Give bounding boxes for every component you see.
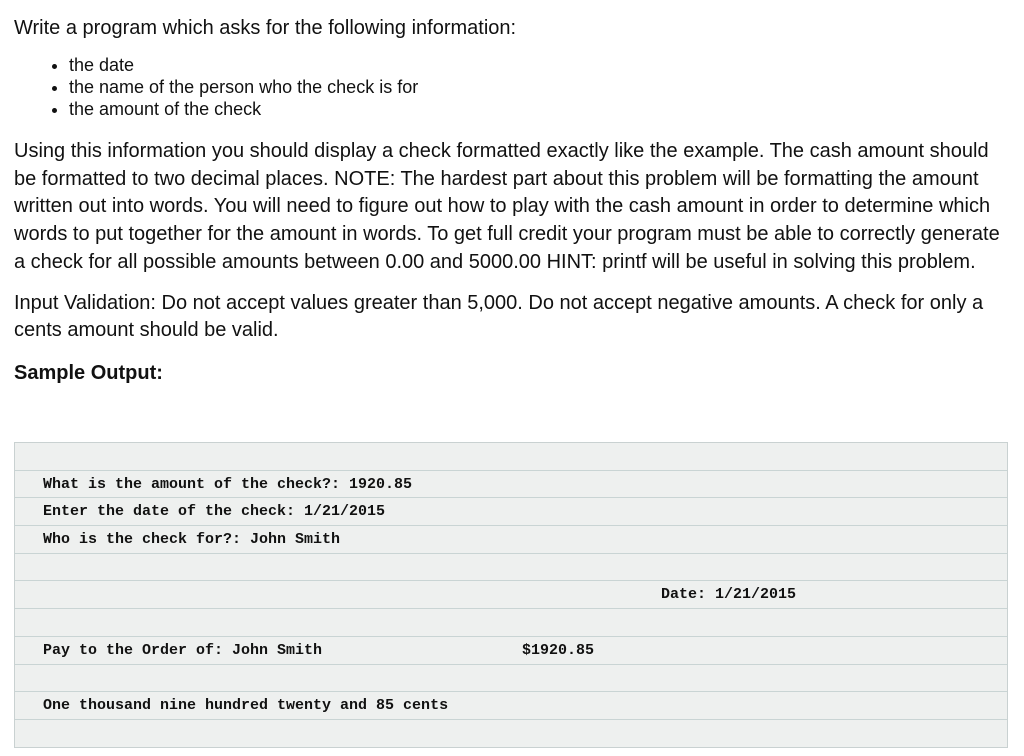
output-row	[15, 471, 1007, 499]
prompt-amount-line: What is the amount of the check?: 1920.85	[43, 475, 413, 493]
output-row-blank	[15, 609, 1007, 637]
amount-words-line: One thousand nine hundred twenty and 85 cents	[43, 697, 449, 715]
info-list	[14, 54, 1014, 120]
prompt-date-line: Enter the date of the check: 1/21/2015	[43, 503, 386, 521]
output-row	[15, 526, 1007, 554]
check-date-line: Date: 1/21/2015	[661, 586, 797, 604]
prompt-name-line: Who is the check for?: John Smith	[43, 531, 341, 549]
output-row	[15, 637, 1007, 665]
info-item-date: • the date	[69, 54, 1014, 76]
sample-output-heading: Sample Output:	[14, 361, 163, 384]
output-row	[15, 581, 1007, 609]
output-row-blank	[15, 720, 1007, 748]
instructions-paragraph: Using this information you should display a check formatted exactly like the example. The cash amount should be formatted to two decimal places. NOTE: The hardest part about this problem will be formatting the amount written out into words. You will need to figure out how to play with the cash amount in order to determine which words to put together for the amount in words. To get full credit your program must be able to correctly generate a check for all possible amounts between 0.00 and 5000.00 HINT: printf will be useful in solving this problem.	[14, 140, 1000, 273]
output-row-blank	[15, 443, 1007, 471]
amount-figure: $1920.85	[522, 641, 595, 659]
input-validation-paragraph: Input Validation: Do not accept values greater than 5,000. Do not accept negative amounts. A check for only a cents amount should be valid.	[14, 291, 984, 342]
output-row	[15, 692, 1007, 720]
output-row-blank	[15, 665, 1007, 693]
info-item-amount: • the amount of the check	[69, 98, 1014, 120]
sample-output-box	[14, 442, 1008, 748]
output-row-blank	[15, 554, 1007, 582]
output-row	[15, 498, 1007, 526]
intro-text: Write a program which asks for the following information:	[14, 17, 517, 39]
assignment-text	[14, 14, 1014, 387]
pay-to-line: Pay to the Order of: John Smith	[43, 641, 323, 659]
info-item-name: • the name of the person who the check is for	[69, 76, 1014, 98]
